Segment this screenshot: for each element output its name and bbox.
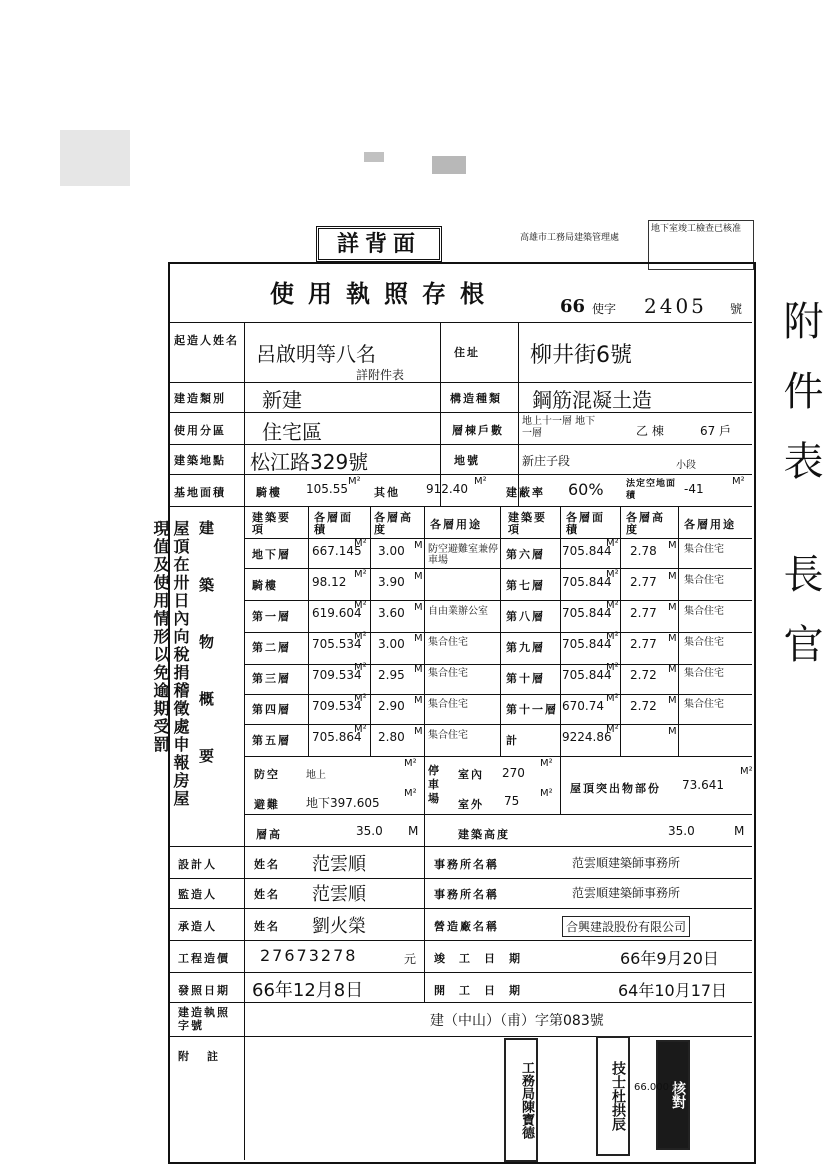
col-divider <box>424 846 425 1002</box>
floor-name: 地下層 <box>252 548 291 561</box>
issuing-stamp: 高雄市工務局建築管理處 <box>520 233 620 243</box>
row-divider <box>244 756 752 757</box>
scan-noise <box>364 152 384 162</box>
floor-height: 3.00 <box>378 637 405 651</box>
shelter-unit: M² <box>404 758 417 769</box>
evacuation-label: 避難 <box>254 798 280 811</box>
parking-indoor-unit: M² <box>540 758 553 769</box>
parking-indoor-label: 室內 <box>458 768 484 781</box>
issue-date: 66年12月8日 <box>252 980 364 1001</box>
col-divider <box>500 506 501 756</box>
row-divider <box>168 908 752 909</box>
print-note: 66.000份 <box>634 1082 679 1093</box>
row-divider <box>168 444 752 445</box>
floor-area-unit: M² <box>606 600 619 611</box>
completion-date: 66年9月20日 <box>620 949 719 968</box>
story-height-value: 35.0 <box>356 824 383 838</box>
floor-use: 集合住宅 <box>684 606 724 617</box>
floor-height: 2.77 <box>630 606 657 620</box>
floor-height-unit: M <box>414 726 423 737</box>
floor-height-unit: M <box>668 726 677 737</box>
row-divider <box>168 972 752 973</box>
col-divider <box>308 506 309 756</box>
shelter-label: 防空 <box>254 768 280 781</box>
building-height-value: 35.0 <box>668 824 695 838</box>
floor-height: 3.60 <box>378 606 405 620</box>
floor-height-unit: M <box>668 664 677 675</box>
floor-name: 第六層 <box>506 548 545 561</box>
floor-name: 第一層 <box>252 610 291 623</box>
floor-use: 集合住宅 <box>428 637 468 648</box>
floor-area-unit: M² <box>354 538 367 549</box>
floor-height-unit: M <box>668 571 677 582</box>
row-divider <box>168 940 752 941</box>
supervisor-label: 監造人 <box>178 888 217 901</box>
building-height-unit: M <box>734 824 745 838</box>
base-area-label: 基地面積 <box>174 486 226 499</box>
building-permit-label: 建造執照字號 <box>178 1006 230 1032</box>
floor-height-unit: M <box>414 633 423 644</box>
builder-name: 呂啟明等八名 <box>256 342 376 366</box>
story-height-label: 層高 <box>256 828 282 841</box>
permit-suffix: 號 <box>730 302 743 316</box>
header-item: 建築要項 <box>252 511 291 536</box>
floor-height-unit: M <box>668 633 677 644</box>
contractor-firm: 合興建設股份有限公司 <box>562 916 690 937</box>
builder-label: 起造人姓名 <box>174 334 239 347</box>
parking-outdoor-value: 75 <box>504 794 520 808</box>
floor-height: 2.78 <box>630 544 657 558</box>
floor-use: 集合住宅 <box>428 730 468 741</box>
floors-value: 地上十一層 地下一層 <box>522 416 596 439</box>
header-item-right: 建築要項 <box>508 511 547 536</box>
floor-height-unit: M <box>668 695 677 706</box>
contractor-firm-label: 營造廠名稱 <box>434 920 499 933</box>
start-date-label: 開工日期 <box>434 984 534 997</box>
floor-use: 集合住宅 <box>684 637 724 648</box>
scan-noise <box>60 130 130 186</box>
floors-label: 層棟戶數 <box>452 424 504 437</box>
col-divider <box>440 322 441 506</box>
right-margin-text: 附件表 長官 <box>777 300 823 693</box>
verified-stamp: 核對 <box>656 1040 690 1150</box>
designer-label: 設計人 <box>178 858 217 871</box>
cost-label: 工程造價 <box>178 952 230 965</box>
arcade-area: 105.55 <box>306 482 348 496</box>
floor-height-unit: M <box>668 540 677 551</box>
category-label: 建造類別 <box>174 392 226 405</box>
inspector-stamp: 工務局陳寶德 <box>504 1038 538 1162</box>
floor-area-unit: M² <box>606 662 619 673</box>
other-unit: M² <box>474 476 487 487</box>
form-title: 使用執照存根 <box>270 279 498 308</box>
floor-area-unit: M² <box>606 693 619 704</box>
overview-label: 建築物概要 <box>197 520 215 805</box>
row-divider <box>168 1036 752 1037</box>
lot-label: 地號 <box>454 454 480 467</box>
legal-open-area-unit: M² <box>732 476 745 487</box>
contractor-label: 承造人 <box>178 920 217 933</box>
header-area-right: 各層面積 <box>566 511 605 536</box>
floor-area: 705.864 <box>312 730 362 744</box>
notes-label: 附註 <box>178 1050 236 1063</box>
floor-height: 2.72 <box>630 699 657 713</box>
floor-use: 集合住宅 <box>684 544 724 555</box>
floor-name: 第四層 <box>252 703 291 716</box>
site-value: 松江路329號 <box>250 450 369 474</box>
scan-noise <box>432 156 466 174</box>
floor-area-unit: M² <box>354 569 367 580</box>
floor-use: 集合住宅 <box>428 668 468 679</box>
completion-label: 竣工日期 <box>434 952 534 965</box>
floor-use: 集合住宅 <box>684 668 724 679</box>
floor-area-unit: M² <box>354 724 367 735</box>
header-use: 各層用途 <box>430 518 482 531</box>
designer-name: 范雲順 <box>312 854 366 875</box>
floor-height: 2.77 <box>630 637 657 651</box>
col-divider <box>620 506 621 756</box>
col-divider <box>424 506 425 846</box>
floor-area: 705.844 <box>562 575 612 589</box>
parking-outdoor-unit: M² <box>540 788 553 799</box>
cost-value: 27673278 <box>260 946 358 965</box>
floor-area: 709.534 <box>312 668 362 682</box>
legal-open-area-value: -41 <box>684 482 704 496</box>
floor-area: 705.844 <box>562 544 612 558</box>
category-value: 新建 <box>262 388 302 412</box>
floor-height: 2.77 <box>630 575 657 589</box>
row-divider <box>168 506 752 507</box>
col-divider <box>560 506 561 814</box>
zoning-label: 使用分區 <box>174 424 226 437</box>
floor-height-unit: M <box>414 695 423 706</box>
contractor-name: 劉火榮 <box>312 916 366 937</box>
floor-height: 2.80 <box>378 730 405 744</box>
floor-height-unit: M <box>414 540 423 551</box>
floor-height-unit: M <box>414 602 423 613</box>
floor-name: 計 <box>506 734 519 747</box>
floor-name: 第五層 <box>252 734 291 747</box>
floor-use: 自由業辦公室 <box>428 606 488 617</box>
supervisor-office-label: 事務所名稱 <box>434 888 499 901</box>
col-divider <box>244 322 245 1160</box>
other-label: 其他 <box>374 486 400 499</box>
header-area: 各層面積 <box>314 511 353 536</box>
address-label: 住址 <box>454 346 480 359</box>
floor-area: 670.74 <box>562 699 604 713</box>
supervisor-name: 范雲順 <box>312 884 366 905</box>
col-divider <box>678 506 679 756</box>
units-count: 67 戶 <box>700 424 732 438</box>
lot-value: 新庄子段 <box>522 454 571 468</box>
floor-name: 第七層 <box>506 579 545 592</box>
story-height-unit: M <box>408 824 419 838</box>
col-divider <box>518 322 519 506</box>
row-divider <box>168 322 752 323</box>
floor-use: 集合住宅 <box>428 699 468 710</box>
structure-label: 構造種類 <box>450 392 502 405</box>
header-height-right: 各層高度 <box>626 511 665 536</box>
row-divider <box>244 600 752 601</box>
permit-word: 使字 <box>592 302 617 316</box>
building-height-label: 建築高度 <box>458 828 510 841</box>
floor-height: 3.90 <box>378 575 405 589</box>
header-height: 各層高度 <box>374 511 413 536</box>
other-area: 912.40 <box>426 482 468 496</box>
issue-date-label: 發照日期 <box>178 984 230 997</box>
start-date: 64年10月17日 <box>618 981 728 1000</box>
floor-area-unit: M² <box>354 662 367 673</box>
builder-note: 詳附件表 <box>356 368 405 382</box>
floor-area-unit: M² <box>354 631 367 642</box>
row-divider <box>244 724 752 725</box>
floor-area: 667.145 <box>312 544 362 558</box>
row-divider <box>168 878 752 879</box>
floor-area: 705.844 <box>562 668 612 682</box>
row-divider <box>168 1002 752 1003</box>
col-divider <box>370 506 371 756</box>
row-divider <box>168 382 752 383</box>
lot-note: 小段 <box>676 460 696 471</box>
tax-reminder-note: 屋頂在卅日內向稅捐稽徵處申報房屋現值及使用情形以免逾期受罰 <box>151 520 190 808</box>
cost-unit: 元 <box>404 952 417 966</box>
row-divider <box>244 538 752 539</box>
floor-area-unit: M² <box>354 600 367 611</box>
legal-open-area-label: 法定空地面積 <box>626 479 677 501</box>
floor-area-unit: M² <box>606 569 619 580</box>
coverage-value: 60% <box>568 480 604 499</box>
floor-height: 2.72 <box>630 668 657 682</box>
designer-office-label: 事務所名稱 <box>434 858 499 871</box>
floor-area: 705.844 <box>562 606 612 620</box>
buildings-count: 乙 棟 <box>636 424 664 438</box>
roof-label: 屋頂突出物部份 <box>570 782 661 795</box>
floor-area-unit: M² <box>606 631 619 642</box>
floor-name: 騎樓 <box>252 579 278 592</box>
floor-area: 705.844 <box>562 637 612 651</box>
floor-name: 第十層 <box>506 672 545 685</box>
floor-height: 3.00 <box>378 544 405 558</box>
arcade-unit: M² <box>348 476 361 487</box>
evacuation-value: 地下397.605 <box>306 796 380 810</box>
detail-label: 詳背面 <box>316 226 442 262</box>
floor-height-unit: M <box>414 571 423 582</box>
evacuation-unit: M² <box>404 788 417 799</box>
supervisor-name-label: 姓名 <box>254 888 280 901</box>
shelter-value: 地上 <box>306 770 326 781</box>
row-divider <box>168 846 752 847</box>
floor-area: 709.534 <box>312 699 362 713</box>
floor-name: 第二層 <box>252 641 291 654</box>
roof-value: 73.641 <box>682 778 724 792</box>
zoning-value: 住宅區 <box>262 420 322 444</box>
header-use-right: 各層用途 <box>684 518 736 531</box>
floor-area: 98.12 <box>312 575 347 589</box>
designer-name-label: 姓名 <box>254 858 280 871</box>
row-divider <box>244 814 752 815</box>
floor-area: 705.534 <box>312 637 362 651</box>
floor-area: 9224.86 <box>562 730 612 744</box>
roof-unit: M² <box>740 766 753 777</box>
row-divider <box>168 412 752 413</box>
floor-area-unit: M² <box>354 693 367 704</box>
floor-name: 第九層 <box>506 641 545 654</box>
floor-name: 第十一層 <box>506 703 558 716</box>
floor-name: 第三層 <box>252 672 291 685</box>
floor-height-unit: M <box>668 602 677 613</box>
floor-height: 2.90 <box>378 699 405 713</box>
row-divider <box>244 568 752 569</box>
building-permit-value: 建（中山）（甫）字第083號 <box>430 1013 604 1029</box>
floor-height: 2.95 <box>378 668 405 682</box>
parking-indoor-value: 270 <box>502 766 525 780</box>
floor-height-unit: M <box>414 664 423 675</box>
contractor-name-label: 姓名 <box>254 920 280 933</box>
floor-use: 集合住宅 <box>684 699 724 710</box>
supervisor-office: 范雲順建築師事務所 <box>572 886 681 900</box>
address-value: 柳井街6號 <box>530 343 632 368</box>
floor-area-unit: M² <box>606 724 619 735</box>
coverage-label: 建蔽率 <box>506 486 545 499</box>
approval-stamp: 地下室竣工檢查已核准 <box>648 220 754 270</box>
arcade-label: 騎樓 <box>256 486 282 499</box>
floor-area: 619.604 <box>312 606 362 620</box>
permit-number: 2405 <box>644 294 707 318</box>
parking-outdoor-label: 室外 <box>458 798 484 811</box>
structure-value: 鋼筋混凝土造 <box>532 388 652 412</box>
site-label: 建築地點 <box>174 454 226 467</box>
floor-use: 集合住宅 <box>684 575 724 586</box>
floor-name: 第八層 <box>506 610 545 623</box>
permit-year: 66 <box>560 296 586 317</box>
parking-label: 停車場 <box>428 764 441 805</box>
floor-use: 防空避難室兼停車場 <box>428 544 498 566</box>
floor-area-unit: M² <box>606 538 619 549</box>
designer-office: 范雲順建築師事務所 <box>572 856 681 870</box>
technician-stamp: 技士杜拱辰 <box>596 1036 630 1156</box>
